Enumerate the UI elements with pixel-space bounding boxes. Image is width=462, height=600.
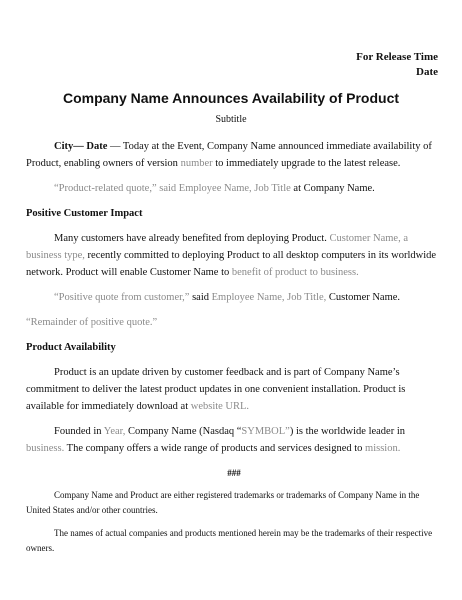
customer-employee: Employee Name, Job Title, (209, 292, 327, 303)
business-word: business. (26, 443, 65, 454)
intro-text-b: to immediately upgrade to the latest release. (212, 158, 401, 169)
release-date: Date (416, 66, 438, 78)
quote-text: “Product-related quote,” said (54, 183, 177, 194)
names-note: The names of actual companies and products mentioned herein may be the trademarks of their respective owners. (26, 528, 433, 553)
heading-availability: Product Availability (26, 342, 116, 353)
customer-quote: “Positive quote from customer,” (54, 292, 190, 303)
release-info (356, 50, 438, 80)
positive-text-b: recently committed to deploying Product to all desktop computers in its worldwide network. Product will enable Customer Name to (26, 250, 437, 278)
employee-name: Employee Name, Job Title (176, 183, 294, 194)
intro-text-a: — Today at the Event, Company Name announced immediate availability of Product, enabling owners of version (26, 141, 432, 169)
founded-paragraph (26, 423, 442, 457)
founded-text-d: The company offers a wide range of products and services designed to (64, 443, 366, 454)
customer-name: Customer Name, a business type, (26, 233, 408, 261)
customer-quote-said: said (189, 292, 210, 303)
founded-year: Year, (103, 426, 126, 437)
intro-paragraph (26, 138, 442, 172)
customer-company: Customer Name. (326, 292, 401, 303)
founded-text-a: Founded in (54, 426, 104, 437)
quote-paragraph (26, 180, 442, 197)
trademark-note: Company Name and Product are either registered trademarks or trademarks of Company Name in the United States and/or other countries. (26, 490, 420, 515)
availability-paragraph (26, 364, 442, 415)
page-title: Company Name Announces Availability of Product (62, 90, 400, 106)
subtitle: Subtitle (215, 114, 247, 125)
availability-text: Product is an update driven by customer feedback and is part of Company Name’s commitment to deliver the latest product updates in one convenient installation. Product is available for immediately download at (26, 367, 406, 412)
reminder-quote: “Remainder of positive quote.” (26, 317, 158, 328)
version-number: number (180, 158, 213, 169)
end-mark: ### (227, 468, 241, 478)
company-name: at Company Name. (293, 183, 375, 194)
mission-word: mission. (365, 443, 401, 454)
benefit-text: benefit of product to business. (231, 267, 359, 278)
website-url: website URL. (190, 401, 250, 412)
ticker-symbol: SYMBOL” (241, 426, 290, 437)
founded-text-c: ) is the worldwide leader in (289, 426, 405, 437)
customer-quote-paragraph (26, 289, 442, 306)
city-date: City— Date (54, 141, 108, 152)
positive-text-a: Many customers have already benefited from deploying Product. (54, 233, 330, 244)
founded-text-b: Company Name (Nasdaq “ (125, 426, 242, 437)
release-time: For Release Time (356, 51, 438, 63)
heading-positive-impact: Positive Customer Impact (26, 208, 143, 219)
positive-paragraph (26, 230, 442, 281)
body-content (26, 138, 442, 564)
